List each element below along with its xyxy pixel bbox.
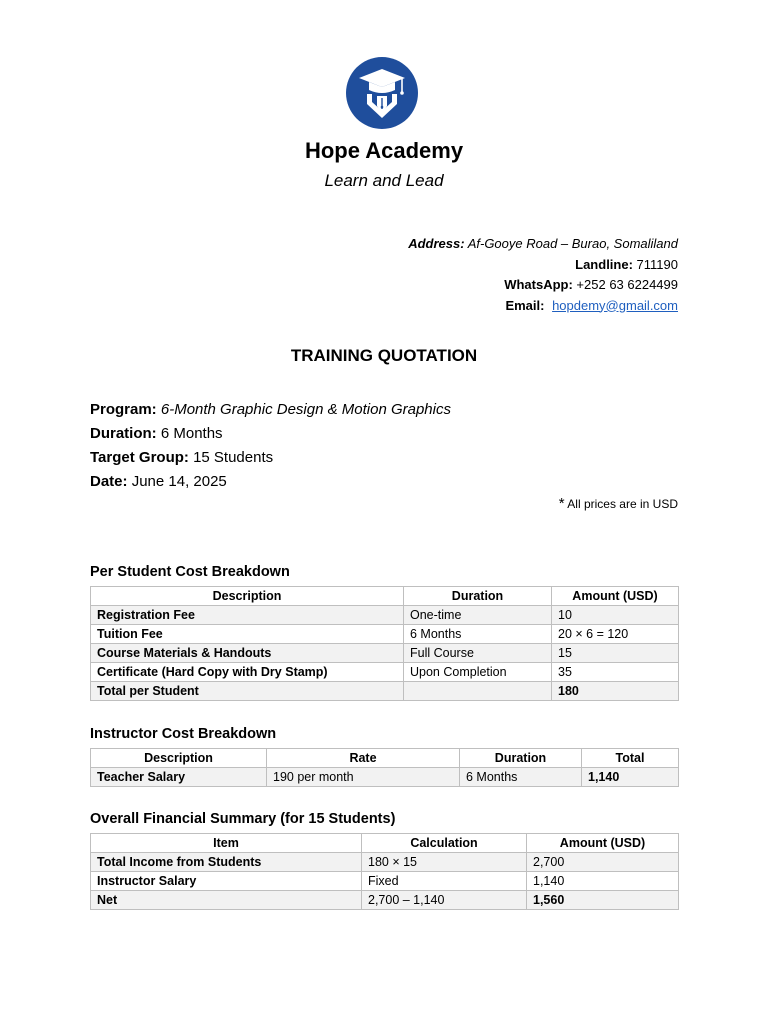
table-cell: Course Materials & Handouts — [91, 644, 404, 663]
table-cell: One-time — [404, 606, 552, 625]
whatsapp-label: WhatsApp: — [504, 277, 573, 292]
column-header: Duration — [460, 749, 582, 768]
landline-label: Landline: — [575, 256, 633, 272]
table-cell: Total Income from Students — [91, 853, 362, 872]
table-row-total — [91, 891, 679, 910]
table-row — [91, 853, 679, 872]
note-text: All prices are in USD — [567, 497, 678, 511]
table-cell: 180 × 15 — [362, 853, 527, 872]
date-label: Date: — [90, 473, 128, 490]
duration-line — [90, 422, 451, 446]
tagline: Learn and Lead — [324, 171, 444, 190]
table-row — [91, 606, 679, 625]
table-row — [91, 768, 679, 787]
table-cell: Net — [91, 891, 362, 910]
summary-title: Overall Financial Summary (for 15 Students) — [90, 811, 396, 827]
table-cell: 180 — [552, 682, 679, 701]
table-cell — [404, 682, 552, 701]
date-line — [90, 470, 451, 494]
email-line — [408, 296, 678, 317]
table-row — [91, 625, 679, 644]
column-header: Amount (USD) — [552, 587, 679, 606]
table-cell: Teacher Salary — [91, 768, 267, 787]
table-cell: 6 Months — [404, 625, 552, 644]
document-title: TRAINING QUOTATION — [290, 346, 478, 365]
table-cell: 2,700 – 1,140 — [362, 891, 527, 910]
program-label: Program: — [90, 401, 157, 418]
table-cell: 20 × 6 = 120 — [552, 625, 679, 644]
table-cell: Total per Student — [91, 682, 404, 701]
table-cell: Registration Fee — [91, 606, 404, 625]
table-cell: Certificate (Hard Copy with Dry Stamp) — [91, 663, 404, 682]
column-header: Rate — [267, 749, 460, 768]
table-cell: 15 — [552, 644, 679, 663]
table-cell: 2,700 — [527, 853, 679, 872]
contact-block — [408, 234, 678, 316]
table-cell: 190 per month — [267, 768, 460, 787]
program-meta — [90, 398, 451, 494]
per-student-table — [90, 586, 679, 701]
column-header: Item — [91, 834, 362, 853]
date-value: June 14, 2025 — [131, 473, 227, 490]
table-cell: 6 Months — [460, 768, 582, 787]
per-student-title: Per Student Cost Breakdown — [90, 564, 290, 580]
column-header: Duration — [404, 587, 552, 606]
email-label: Email: — [505, 297, 545, 313]
address-value: Af-Gooye Road – Burao, Somaliland — [467, 236, 678, 251]
target-label: Target Group: — [90, 449, 189, 466]
duration-label: Duration: — [90, 425, 157, 442]
column-header: Calculation — [362, 834, 527, 853]
table-cell: Upon Completion — [404, 663, 552, 682]
table-row — [91, 644, 679, 663]
program-value: 6-Month Graphic Design & Motion Graphics — [160, 401, 451, 418]
column-header: Total — [582, 749, 679, 768]
table-header-row — [91, 834, 679, 853]
landline-value: 711190 — [636, 256, 678, 272]
duration-value: 6 Months — [160, 425, 223, 442]
table-header-row — [91, 587, 679, 606]
note-asterisk: * — [558, 495, 565, 512]
org-name: Hope Academy — [304, 138, 464, 163]
table-cell: 1,140 — [582, 768, 679, 787]
table-cell: Full Course — [404, 644, 552, 663]
whatsapp-value: +252 63 6224499 — [576, 277, 678, 292]
column-header: Amount (USD) — [527, 834, 679, 853]
hope-academy-logo-icon — [345, 56, 419, 130]
target-value: 15 Students — [193, 449, 274, 466]
table-cell: 35 — [552, 663, 679, 682]
target-line — [90, 446, 451, 470]
program-line — [90, 398, 451, 422]
whatsapp-line — [408, 275, 678, 296]
instructor-table — [90, 748, 679, 787]
table-cell: Instructor Salary — [91, 872, 362, 891]
address-line — [408, 234, 678, 255]
instructor-title: Instructor Cost Breakdown — [90, 726, 277, 742]
summary-table — [90, 833, 679, 910]
address-label: Address: — [408, 236, 465, 251]
column-header: Description — [91, 749, 267, 768]
currency-note — [559, 495, 678, 512]
table-row-total — [91, 682, 679, 701]
table-cell: 1,140 — [527, 872, 679, 891]
landline-line — [408, 255, 678, 276]
column-header: Description — [91, 587, 404, 606]
table-row — [91, 663, 679, 682]
table-row — [91, 872, 679, 891]
table-cell: Tuition Fee — [91, 625, 404, 644]
table-cell: 10 — [552, 606, 679, 625]
table-header-row — [91, 749, 679, 768]
email-link[interactable]: hopdemy@gmail.com — [552, 297, 678, 313]
table-cell: 1,560 — [527, 891, 679, 910]
table-cell: Fixed — [362, 872, 527, 891]
